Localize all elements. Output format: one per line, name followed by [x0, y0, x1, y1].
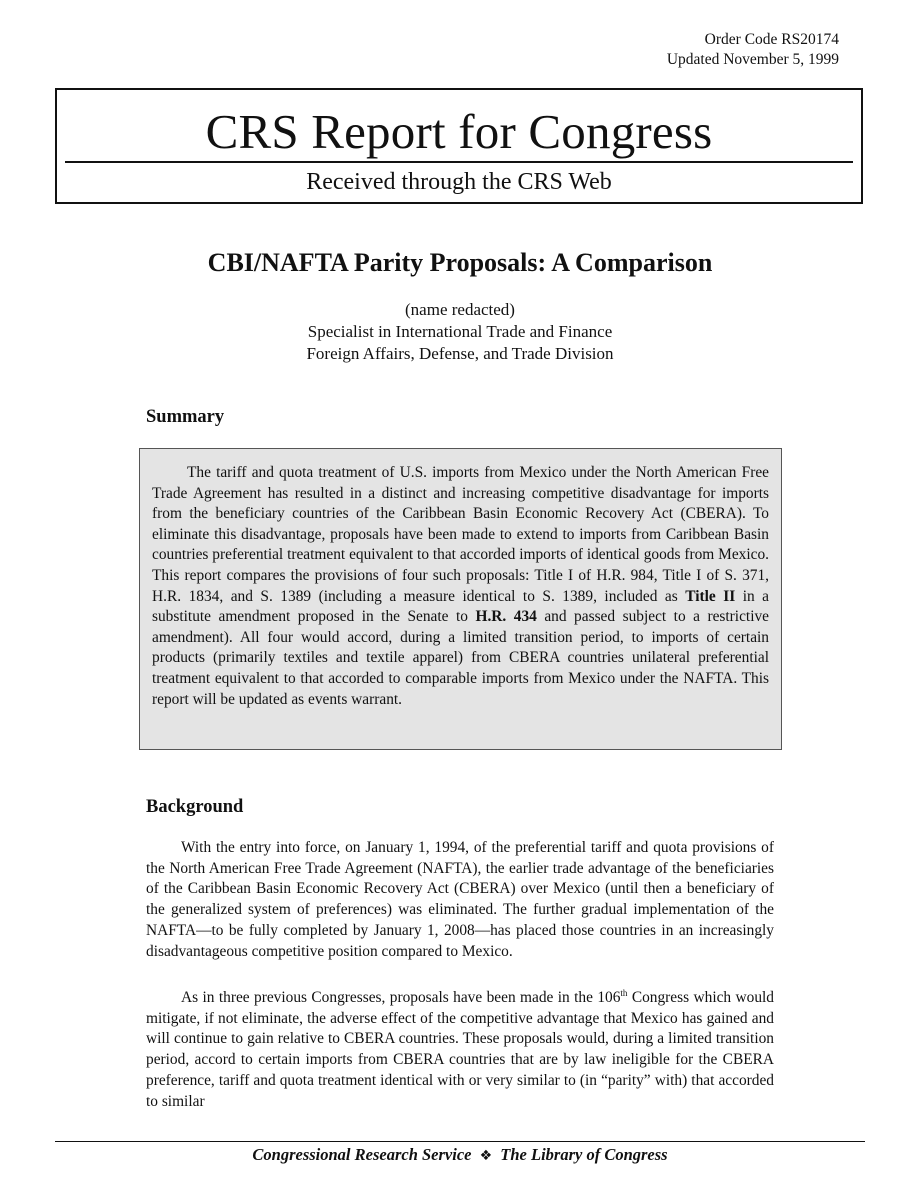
updated-date: Updated November 5, 1999	[666, 51, 839, 68]
summary-heading: Summary	[146, 407, 225, 427]
author-division: Foreign Affairs, Defense, and Trade Division	[306, 344, 614, 363]
order-code-block	[667, 30, 839, 70]
summary-text: The tariff and quota treatment of U.S. imports from Mexico under the North American Free Trade Agreement has resulted in a distinct and increasing competitive disadvantage for imports from the beneficiary countries of the Caribbean Basin Economic Recovery Act (CBERA). To eliminate this disadvantage, proposals have been made to extend to imports from Caribbean Basin countries preferential treatment equivalent to that accorded imports of identical goods from Mexico. This report compares the provisions of four such proposals: Title I of H.R. 984, Title I of S. 371, H.R. 1834, and S. 1389 (including a measure identical to S. 1389, included as Title II in a substitute amendment proposed in the Senate to H.R. 434 and passed subject to a restrictive amendment). All four would accord, during a limited transition period, to imports of certain products (primarily textiles and textile apparel) from CBERA countries unilateral preferential treatment equivalent to that accorded to comparable imports from Mexico under the NAFTA. This report will be updated as events warrant.	[152, 464, 769, 708]
document-title: CBI/NAFTA Parity Proposals: A Comparison	[207, 248, 713, 277]
background-paragraph-1: With the entry into force, on January 1, 1994, of the preferential tariff and quota provisions of the North American Free Trade Agreement (NAFTA), the earlier trade advantage of the beneficiaries of the Caribbean Basin Economic Recovery Act (CBERA) over Mexico (until then a beneficiary of the generalized system of preferences) was eliminated. The further gradual implementation of the NAFTA—to be fully completed by January 1, 2008—has placed those countries in an increasingly disadvantageous competitive position compared to Mexico.	[146, 839, 774, 960]
summary-hr-434: H.R. 434	[475, 608, 537, 626]
author-name: (name redacted)	[405, 300, 515, 319]
order-code: Order Code RS20174	[704, 31, 839, 48]
footer-crs: Congressional Research Service	[252, 1145, 472, 1164]
footer-divider	[55, 1141, 865, 1142]
author-position: Specialist in International Trade and Finance	[307, 322, 613, 341]
background-body	[146, 838, 774, 1133]
banner-divider	[65, 161, 853, 163]
page-footer	[0, 1144, 920, 1167]
background-paragraph-2: As in three previous Congresses, proposals have been made in the 106th Congress which would mitigate, if not eliminate, the adverse effect of the competitive advantage that Mexico has gained and will continue to gain relative to CBERA countries. These proposals would, during a limited transition period, accord to certain imports from CBERA countries that are by law ineligible for the CBERA preference, tariff and quota treatment identical with or very similar to (in “parity” with) that accorded to similar	[146, 987, 774, 1110]
summary-box	[139, 448, 782, 750]
crs-banner	[55, 88, 863, 204]
banner-title: CRS Report for Congress	[205, 104, 713, 159]
banner-subtitle: Received through the CRS Web	[306, 169, 612, 195]
author-block	[0, 299, 920, 365]
diamond-separator-icon: ❖	[479, 1148, 493, 1164]
background-heading: Background	[146, 797, 244, 817]
footer-library: The Library of Congress	[500, 1145, 668, 1164]
summary-title-ii: Title II	[685, 587, 736, 605]
